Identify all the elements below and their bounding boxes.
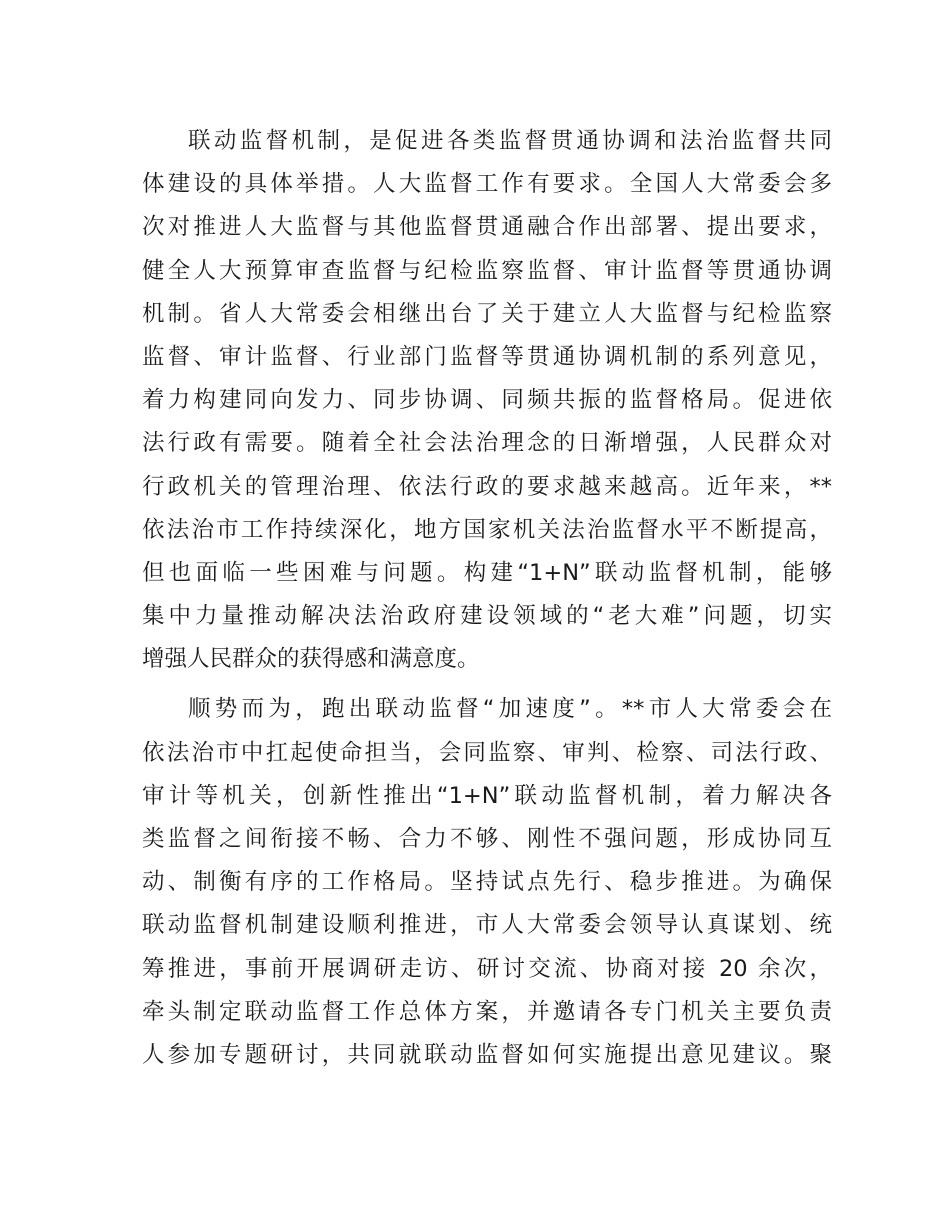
text-line: 联动监督机制，是促进各类监督贯通协调和法治监督共同 — [188, 128, 832, 154]
text-line: 健全人大预算审查监督与纪检监察监督、审计监督等贯通协调 — [142, 257, 832, 284]
text-line: 筹推进，事前开展调研走访、研讨交流、协商对接 20 余次， — [142, 955, 832, 982]
document-page — [142, 120, 832, 1077]
text-line: 集中力量推动解决法治政府建设领域的“老大难”问题，切实 — [142, 603, 832, 630]
text-line: 依法治市中扛起使命担当，会同监察、审判、检察、司法行政、 — [142, 739, 832, 766]
text-line: 着力构建同向发力、同步协调、同频共振的监督格局。促进依 — [142, 387, 832, 414]
text-line: 体建设的具体举措。人大监督工作有要求。全国人大常委会多 — [142, 171, 832, 198]
text-line: 次对推进人大监督与其他监督贯通融合作出部署、提出要求， — [142, 214, 832, 241]
text-line: 但也面临一些困难与问题。构建“1+N”联动监督机制，能够 — [142, 559, 832, 586]
text-line: 行政机关的管理治理、依法行政的要求越来越高。近年来，** — [142, 473, 832, 500]
text-line: 机制。省人大常委会相继出台了关于建立人大监督与纪检监察 — [142, 300, 832, 327]
text-line: 人参加专题研讨，共同就联动监督如何实施提出意见建议。聚 — [142, 1041, 832, 1068]
text-line: 牵头制定联动监督工作总体方案，并邀请各专门机关主要负责 — [142, 998, 832, 1025]
text-line: 增强人民群众的获得感和满意度。 — [142, 646, 480, 673]
text-line: 监督、审计监督、行业部门监督等贯通协调机制的系列意见， — [142, 343, 832, 370]
paragraph-2 — [142, 688, 832, 1077]
text-line: 依法治市工作持续深化，地方国家机关法治监督水平不断提高， — [142, 516, 832, 543]
text-line: 类监督之间衔接不畅、合力不够、刚性不强问题，形成协同互 — [142, 826, 832, 852]
text-line: 联动监督机制建设顺利推进，市人大常委会领导认真谋划、统 — [142, 912, 832, 939]
text-line: 法行政有需要。随着全社会法治理念的日渐增强，人民群众对 — [142, 430, 832, 457]
text-line: 顺势而为，跑出联动监督“加速度”。**市人大常委会在 — [188, 696, 832, 723]
paragraph-gap — [142, 681, 832, 688]
text-line: 动、制衡有序的工作格局。坚持试点先行、稳步推进。为确保 — [142, 869, 832, 896]
text-line: 审计等机关，创新性推出“1+N”联动监督机制，着力解决各 — [142, 782, 832, 809]
paragraph-1 — [142, 120, 832, 681]
